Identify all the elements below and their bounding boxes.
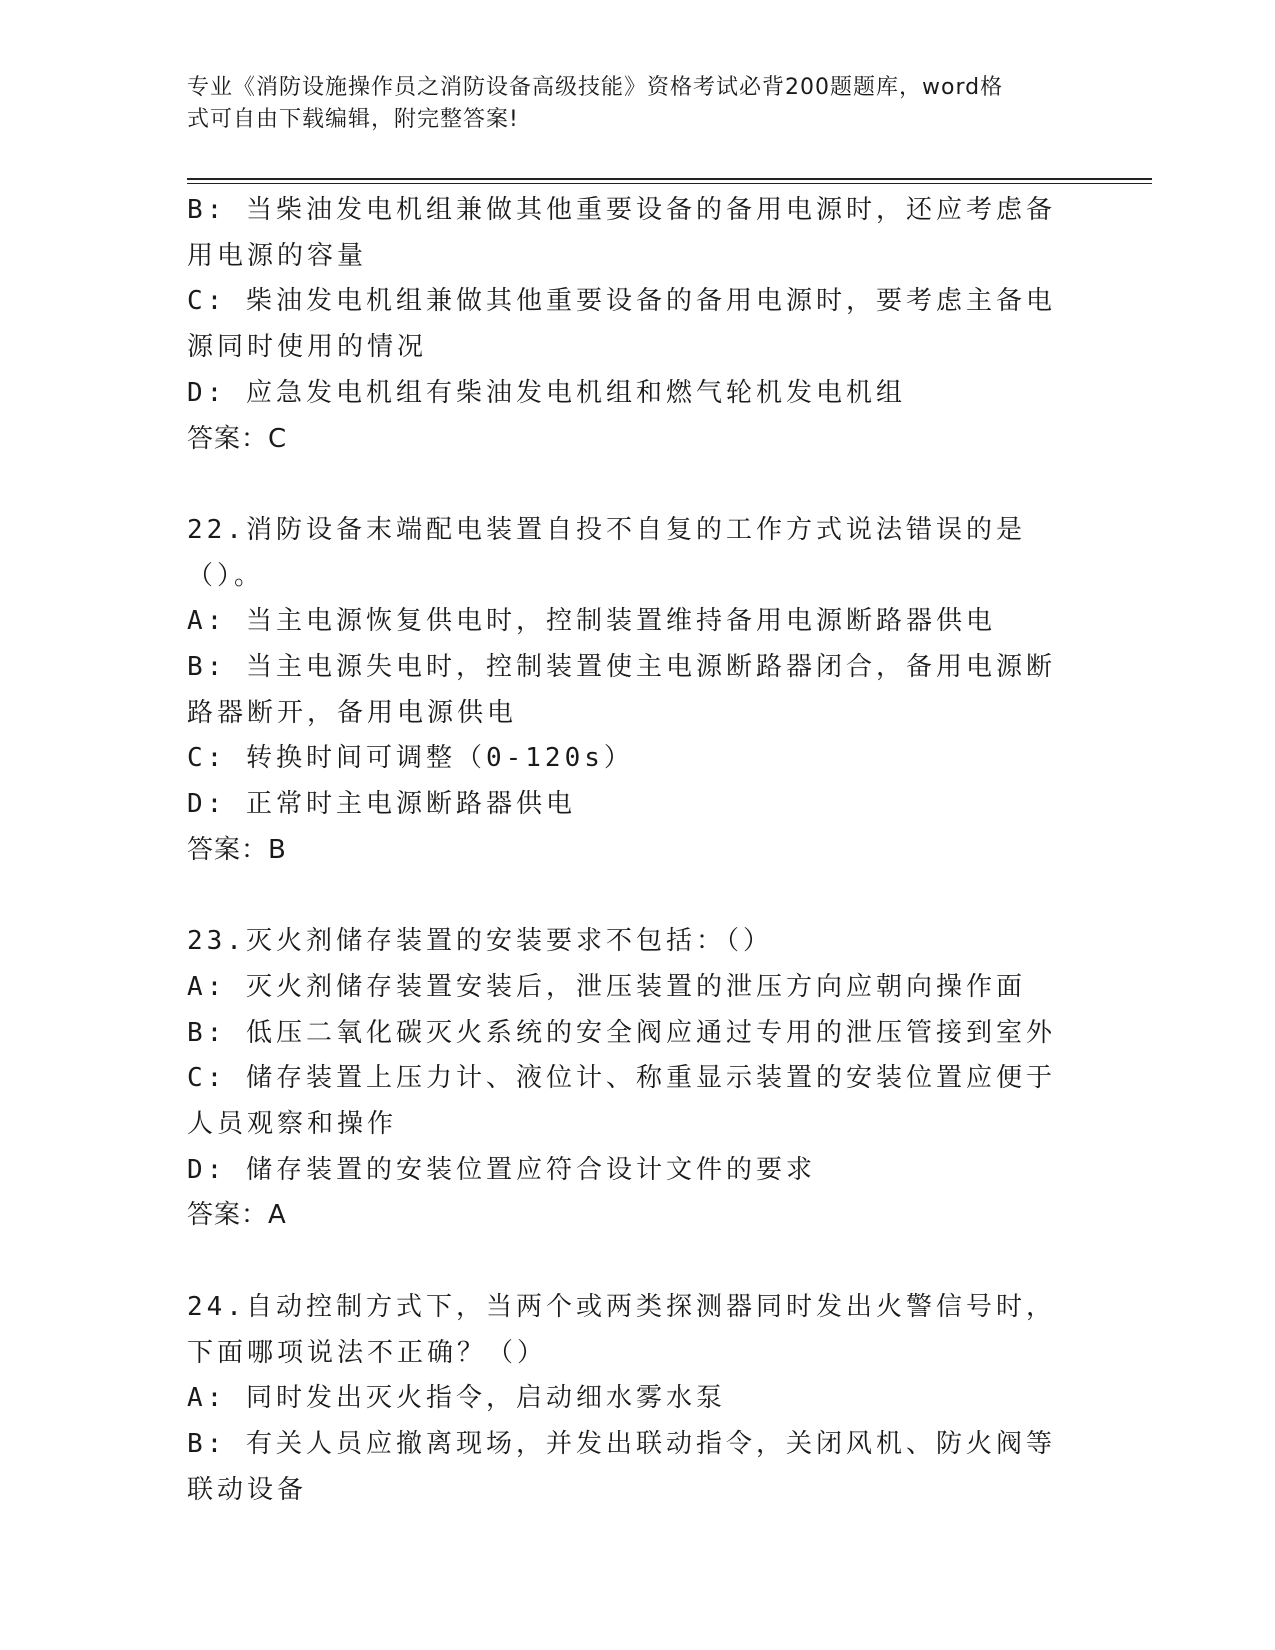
question-stem: 22.消防设备末端配电装置自投不自复的工作方式说法错误的是（）。 bbox=[187, 514, 1026, 591]
option-a: A: 灭火剂储存装置安装后，泄压装置的泄压方向应朝向操作面 bbox=[187, 971, 1026, 1002]
option-b: B: 低压二氧化碳灭火系统的安全阀应通过专用的泄压管接到室外 bbox=[187, 1017, 1056, 1048]
answer: 答案：A bbox=[187, 1200, 287, 1231]
option-a: A: 当主电源恢复供电时，控制装置维持备用电源断路器供电 bbox=[187, 606, 996, 637]
option-d: D: 储存装置的安装位置应符合设计文件的要求 bbox=[187, 1154, 816, 1185]
header-divider-thin bbox=[187, 183, 1152, 184]
header-title-line-2: 式可自由下载编辑，附完整答案! bbox=[187, 107, 519, 132]
option-c: C: 转换时间可调整（0-120s） bbox=[187, 743, 634, 774]
question-list bbox=[187, 188, 1077, 1513]
question-22 bbox=[187, 508, 1077, 874]
option-c: C: 储存装置上压力计、液位计、称重显示装置的安装位置应便于人员观察和操作 bbox=[187, 1063, 1056, 1140]
header-divider-thick bbox=[187, 178, 1152, 180]
option-d: D: 正常时主电源断路器供电 bbox=[187, 789, 576, 820]
spacer bbox=[187, 1239, 1077, 1285]
answer: 答案：B bbox=[187, 834, 287, 865]
option-b: B: 当柴油发电机组兼做其他重要设备的备用电源时，还应考虑备用电源的容量 bbox=[187, 195, 1056, 271]
option-b: B: 当主电源失电时，控制装置使主电源断路器闭合，备用电源断路器断开，备用电源供电 bbox=[187, 652, 1056, 728]
question-24 bbox=[187, 1285, 1077, 1514]
header-title-line-1: 专业《消防设施操作员之消防设备高级技能》资格考试必背200题题库，word格 bbox=[187, 75, 1004, 100]
option-b: B: 有关人员应撤离现场，并发出联动指令，关闭风机、防火阀等联动设备 bbox=[187, 1428, 1056, 1505]
question-stem: 23.灭火剂储存装置的安装要求不包括：（） bbox=[187, 926, 773, 957]
answer: 答案：C bbox=[187, 423, 288, 454]
question-23 bbox=[187, 919, 1077, 1239]
spacer bbox=[187, 462, 1077, 508]
document-header bbox=[187, 72, 1067, 136]
spacer bbox=[187, 874, 1077, 920]
option-a: A: 同时发出灭火指令，启动细水雾水泵 bbox=[187, 1383, 726, 1414]
option-c: C: 柴油发电机组兼做其他重要设备的备用电源时，要考虑主备电源同时使用的情况 bbox=[187, 286, 1056, 363]
option-d: D: 应急发电机组有柴油发电机组和燃气轮机发电机组 bbox=[187, 377, 906, 408]
question-21-tail bbox=[187, 188, 1077, 462]
question-stem: 24.自动控制方式下，当两个或两类探测器同时发出火警信号时，下面哪项说法不正确？（） bbox=[187, 1291, 1056, 1368]
